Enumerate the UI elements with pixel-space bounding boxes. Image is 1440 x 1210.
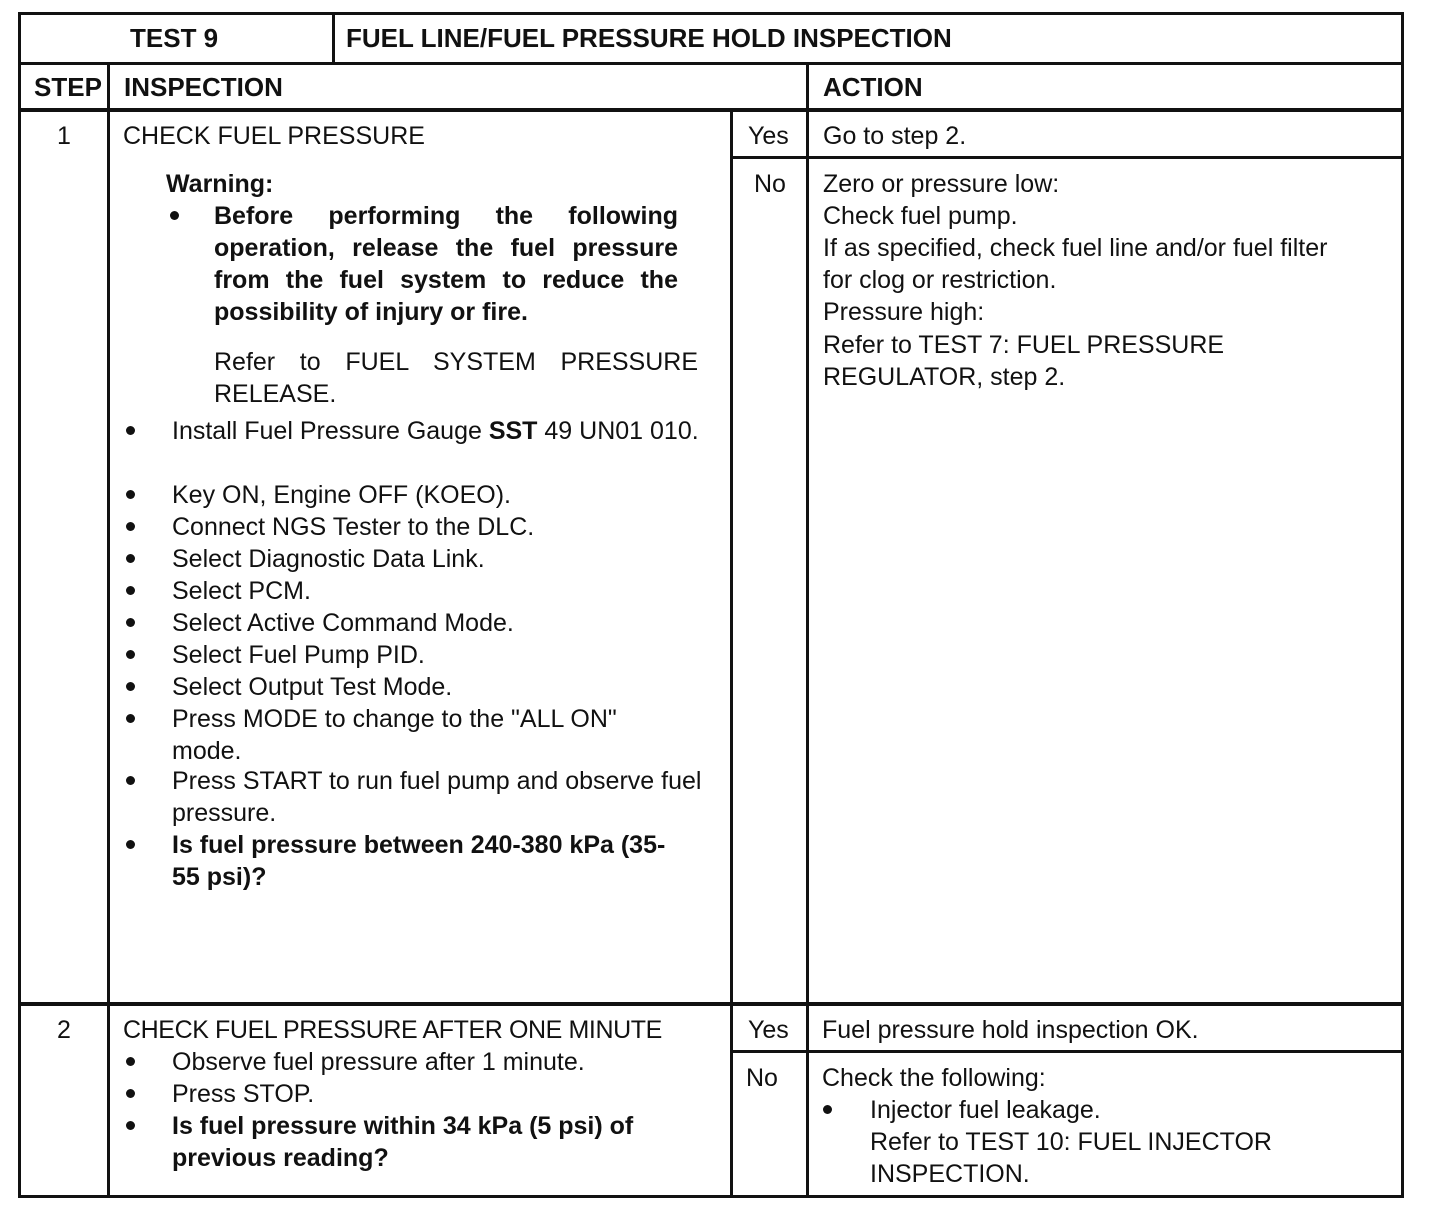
- step-1-no-action-line-5: Pressure high:: [823, 298, 985, 326]
- step-2-yes-action: Fuel pressure hold inspection OK.: [822, 1016, 1199, 1044]
- bullet-dot: [823, 1105, 832, 1114]
- step-1-no-label: No: [754, 170, 786, 198]
- bullet-dot: [126, 554, 135, 563]
- bullet-dot: [126, 714, 135, 723]
- warning-bullet: [170, 211, 179, 220]
- step-2-no-action-reference: Refer to TEST 10: FUEL INJECTOR INSPECTION.: [870, 1128, 1272, 1188]
- test-title: FUEL LINE/FUEL PRESSURE HOLD INSPECTION: [346, 23, 952, 53]
- bullet-dot: [126, 1057, 135, 1066]
- bullet-dot: [126, 522, 135, 531]
- step-1-bullet-4: Select Diagnostic Data Link.: [172, 545, 485, 573]
- step-1-bullet-8: Select Output Test Mode.: [172, 673, 453, 701]
- rule-header-bottom: [18, 108, 1404, 112]
- step-1-yes-action: Go to step 2.: [823, 122, 967, 150]
- warning-heading: Warning:: [166, 170, 274, 198]
- step-1-no-action-line-3: If as specified, check fuel line and/or fuel filter: [823, 234, 1328, 262]
- step-1-bullet-9: Press MODE to change to the "ALL ON" mode.: [172, 705, 617, 765]
- step-2-no-action-bullet: Injector fuel leakage.: [870, 1096, 1101, 1124]
- test-number: TEST 9: [130, 23, 219, 53]
- bullet-dot: [126, 776, 135, 785]
- step-1-question: Is fuel pressure between 240-380 kPa (35-55 psi)?: [172, 831, 666, 891]
- warning-reference: Refer to FUEL SYSTEM PRESSURE RELEASE.: [214, 348, 698, 408]
- bullet-dot: [126, 840, 135, 849]
- step-1-no-action-line-1: Zero or pressure low:: [823, 170, 1060, 198]
- step-1-no-action-line-2: Check fuel pump.: [823, 202, 1018, 230]
- bullet-dot: [126, 618, 135, 627]
- step-2-bullet-2: Press STOP.: [172, 1080, 315, 1108]
- step-2-bullet-1: Observe fuel pressure after 1 minute.: [172, 1048, 585, 1076]
- step-2-number: 2: [57, 1016, 71, 1044]
- step-1-bullet-10: Press START to run fuel pump and observe fuel pressure.: [172, 767, 702, 827]
- step-1-yes-label: Yes: [748, 122, 789, 150]
- step-2-question: Is fuel pressure within 34 kPa (5 psi) of previous reading?: [172, 1112, 634, 1172]
- step-1-bullet-3: Connect NGS Tester to the DLC.: [172, 513, 535, 541]
- column-header-step: STEP: [34, 72, 102, 102]
- rule-yesno-divider: [730, 110, 733, 1198]
- column-header-action: ACTION: [823, 72, 923, 102]
- rule-step-divider: [107, 62, 110, 1198]
- bullet-dot: [126, 1089, 135, 1098]
- rule-step1-bottom: [18, 1002, 1404, 1006]
- step-1-no-action-line-7: REGULATOR, step 2.: [823, 363, 1066, 391]
- step-1-bullet-6: Select Active Command Mode.: [172, 609, 514, 637]
- bullet-dot: [126, 490, 135, 499]
- bullet-dot: [126, 682, 135, 691]
- rule-title-bottom: [18, 62, 1404, 65]
- rule-step1-yes: [732, 156, 1404, 159]
- bullet-dot: [126, 586, 135, 595]
- step-2-title: CHECK FUEL PRESSURE AFTER ONE MINUTE: [123, 1016, 662, 1044]
- step-1-no-action-line-6: Refer to TEST 7: FUEL PRESSURE: [823, 331, 1225, 359]
- step-1-bullet-7: Select Fuel Pump PID.: [172, 641, 425, 669]
- step-2-no-label: No: [746, 1064, 778, 1092]
- step-1-title: CHECK FUEL PRESSURE: [123, 122, 425, 150]
- step-1-bullet-1: Install Fuel Pressure Gauge SST 49 UN01 010.: [172, 417, 699, 445]
- bullet-dot: [126, 650, 135, 659]
- step-2-no-action-heading: Check the following:: [822, 1064, 1046, 1092]
- rule-action-divider: [806, 62, 809, 1198]
- step-1-no-action-line-4: for clog or restriction.: [823, 266, 1057, 294]
- step-1-bullet-2: Key ON, Engine OFF (KOEO).: [172, 481, 511, 509]
- rule-step2-yes: [732, 1050, 1404, 1053]
- step-1-number: 1: [57, 122, 71, 150]
- bullet-dot: [126, 426, 135, 435]
- bullet-dot: [126, 1121, 135, 1130]
- step-1-bullet-5: Select PCM.: [172, 577, 311, 605]
- step-2-yes-label: Yes: [748, 1016, 789, 1044]
- warning-text: Before performing the following operation, release the fuel pressure from the fuel system to reduce the possibility of injury or fire.: [214, 202, 678, 326]
- column-header-inspection: INSPECTION: [124, 72, 283, 102]
- rule-title-divider: [332, 12, 335, 64]
